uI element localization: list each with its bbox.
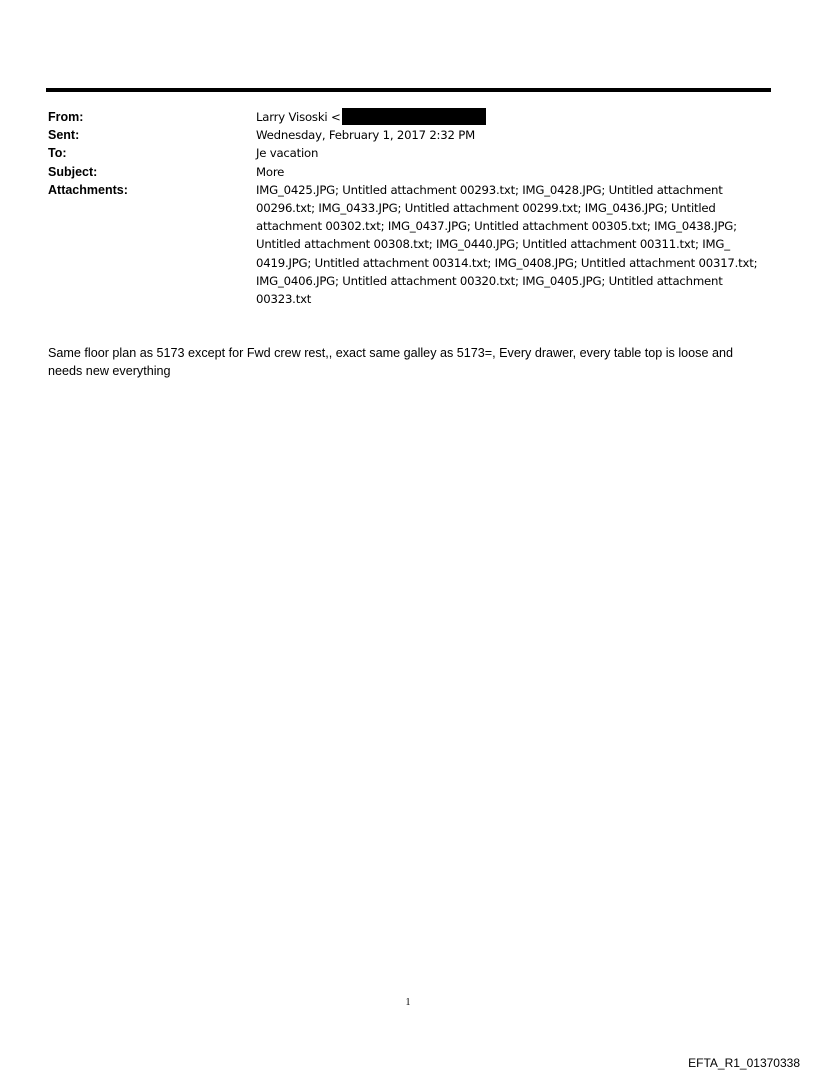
to-label: To: bbox=[48, 146, 67, 161]
subject-value: More bbox=[256, 164, 285, 179]
attachments-value: IMG_0425.JPG; Untitled attachment 00293.txt; IMG_0428.JPG; Untitled attachment 00296.txt; IMG_0433.JPG; Untitled attachment 00299.txt; IMG_0436.JPG; Untitled attachment 00302.txt; IMG_0437.JPG; Untitled attachment 00305.txt; IMG_0438.JPG; Untitled attachment 00308.txt; IMG_0440.JPG; Untitled attachment 00311.txt; IMG_ 0419.JPG; Untitled attachment 00314.txt; IMG_0408.JPG; Untitled attachment 00317.txt; IMG_0406.JPG; Untitled attachment 00320.txt; IMG_0405.JPG; Untitled attachment 00323.txt bbox=[256, 182, 758, 307]
attachments-row bbox=[48, 181, 758, 308]
to-row bbox=[48, 144, 758, 162]
attachments-label: Attachments: bbox=[48, 182, 128, 197]
from-value bbox=[256, 108, 758, 126]
email-header bbox=[48, 108, 758, 308]
from-row bbox=[48, 108, 758, 126]
subject-row bbox=[48, 163, 758, 181]
document-id: EFTA_R1_01370338 bbox=[688, 1056, 800, 1070]
to-value: Je vacation bbox=[256, 146, 319, 161]
header-divider bbox=[46, 88, 771, 92]
subject-label: Subject: bbox=[48, 164, 98, 179]
sent-value: Wednesday, February 1, 2017 2:32 PM bbox=[256, 128, 476, 143]
sender-name: Larry Visoski < bbox=[256, 110, 341, 124]
redaction-bar bbox=[342, 108, 486, 125]
sent-label: Sent: bbox=[48, 128, 80, 143]
from-label: From: bbox=[48, 110, 84, 124]
sent-row bbox=[48, 126, 758, 144]
page-number: 1 bbox=[405, 997, 411, 1008]
email-body: Same floor plan as 5173 except for Fwd crew rest,, exact same galley as 5173=, Every drawer, every table top is loose and needs new everything bbox=[48, 346, 733, 379]
